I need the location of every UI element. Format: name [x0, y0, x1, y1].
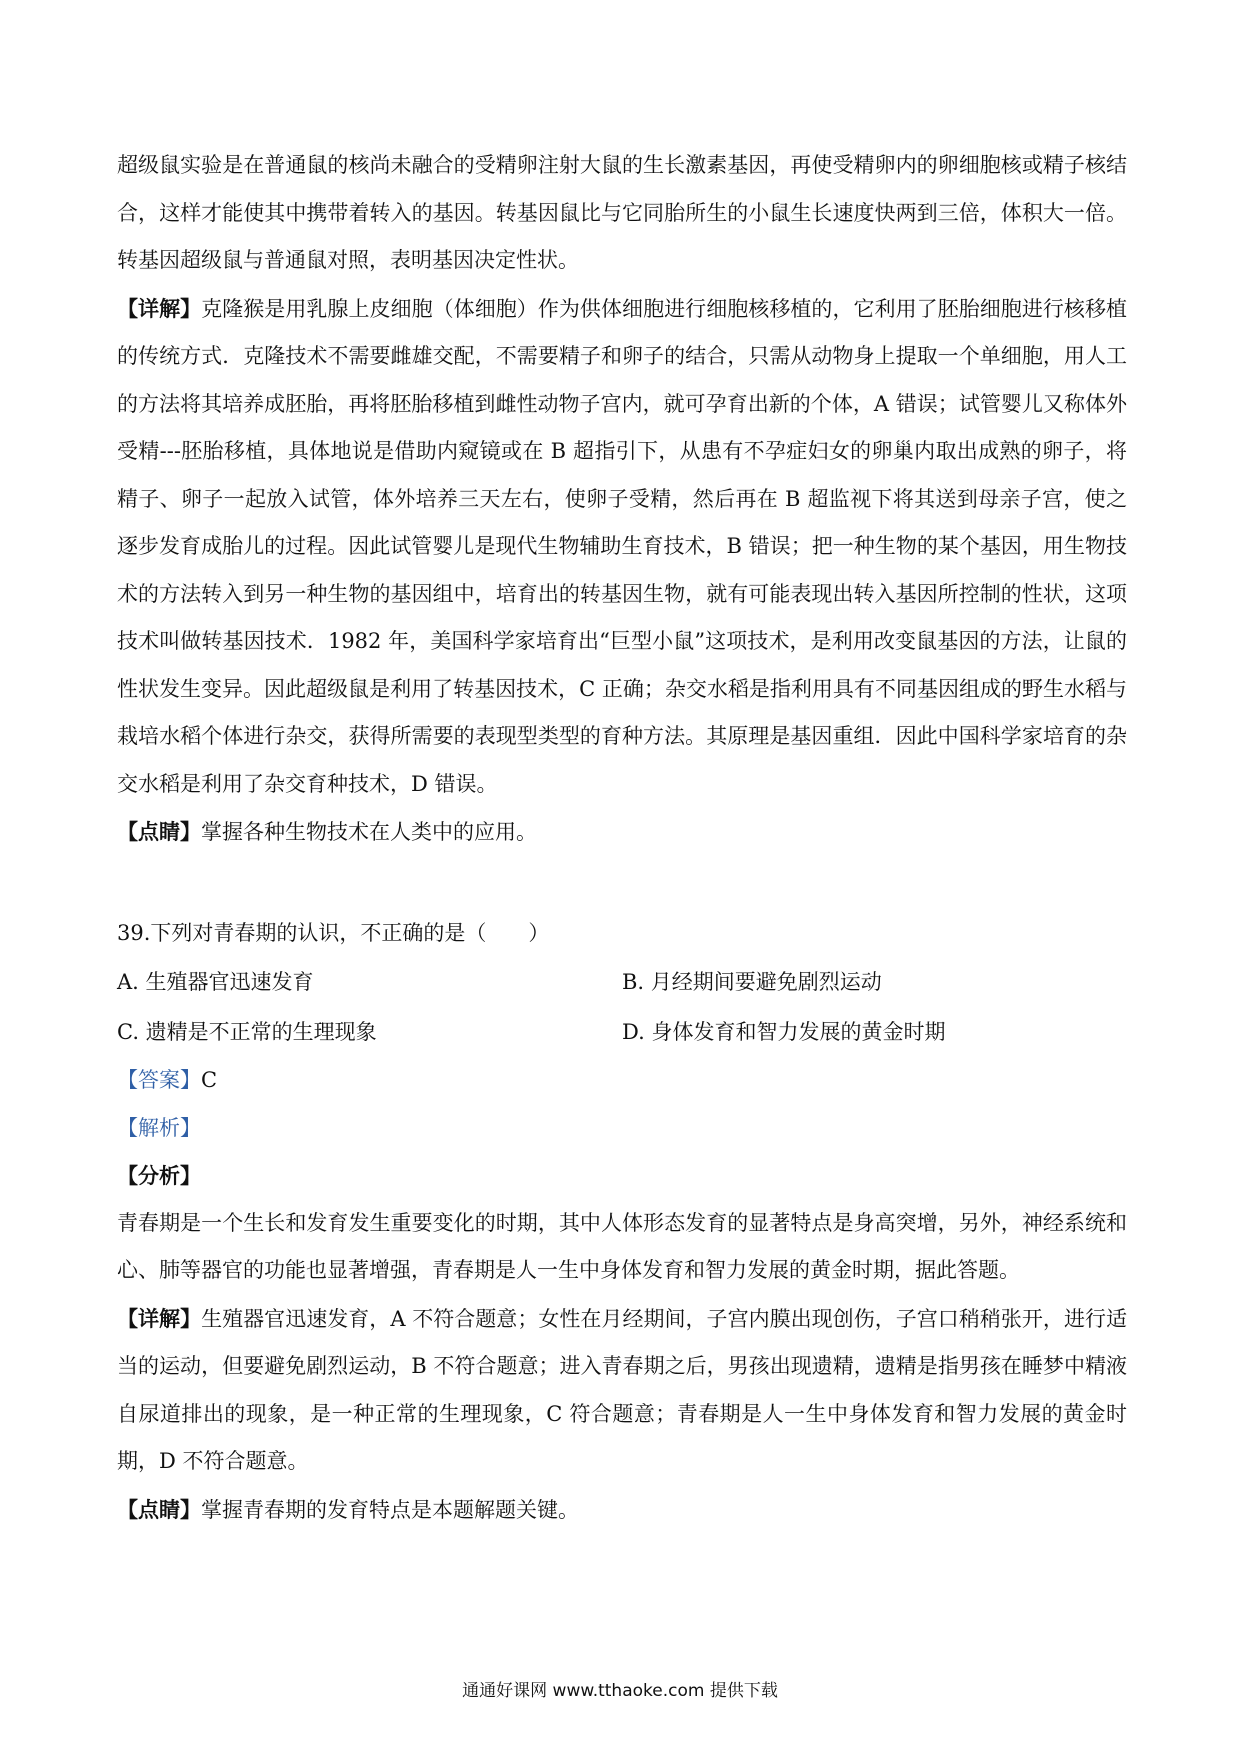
paragraph-detail-2: [117, 1295, 1127, 1486]
options-row-1: [117, 957, 1127, 1007]
spacer: [117, 857, 1127, 910]
paragraph-comment-1: [117, 808, 1127, 857]
answer-value: C: [201, 1068, 218, 1092]
question-stem: 39.下列对青春期的认识，不正确的是（ ）: [117, 920, 550, 945]
answer-line: [117, 1057, 1127, 1105]
option-b: B. 月经期间要避免剧烈运动: [622, 970, 882, 994]
comment-text: 掌握各种生物技术在人类中的应用。: [201, 820, 537, 844]
comment-text-2: 掌握青春期的发育特点是本题解题关键。: [201, 1497, 579, 1522]
detail-text-2: 生殖器官迅速发育，A 不符合题意；女性在月经期间，子宫内膜出现创伤，子宫口稍稍张开，进行适当的运动，但要避免剧烈运动，B 不符合题意；进入青春期之后，男孩出现遗精，遗精是指男孩在睡梦中精液自尿道排出的现象，是一种正常的生理现象，C 符合题意；青春期是人一生中身体发育和智力发展的黄金时期，D 不符合题意。: [117, 1306, 1128, 1473]
answer-tag: 【答案】: [117, 1068, 201, 1092]
comment-tag-2: 【点睛】: [117, 1496, 201, 1522]
footer-credit: 通通好课网 www.tthaoke.com 提供下载: [462, 1681, 778, 1701]
fenxi-tag: 【分析】: [117, 1163, 201, 1188]
fenxi-text: 青春期是一个生长和发育发生重要变化的时期，其中人体形态发育的显著特点是身高突增，另外，神经系统和心、肺等器官的功能也显著增强，青春期是人一生中身体发育和智力发展的黄金时期，据此答题。: [117, 1210, 1127, 1282]
document-page: [117, 142, 1127, 1534]
detail-tag: 【详解】: [117, 295, 202, 321]
option-c: C. 遗精是不正常的生理现象: [117, 1020, 377, 1044]
analysis-tag: 【解析】: [117, 1115, 201, 1140]
paragraph-supermouse: 超级鼠实验是在普通鼠的核尚未融合的受精卵注射大鼠的生长激素基因，再使受精卵内的卵细胞核或精子核结合，这样才能使其中携带着转入的基因。转基因鼠比与它同胎所生的小鼠生长速度快两到三倍，体积大一倍。转基因超级鼠与普通鼠对照，表明基因决定性状。: [117, 153, 1127, 272]
paragraph-comment-2: [117, 1486, 1127, 1535]
paragraph-detail-1: [117, 285, 1127, 809]
comment-tag: 【点睛】: [117, 819, 201, 844]
options-row-2: [117, 1007, 1127, 1057]
option-a: A. 生殖器官迅速发育: [117, 970, 314, 994]
detail-text: 克隆猴是用乳腺上皮细胞（体细胞）作为供体细胞进行细胞核移植的，它利用了胚胎细胞进行核移植的传统方式．克隆技术不需要雌雄交配，不需要精子和卵子的结合，只需从动物身上提取一个单细胞，用人工的方法将其培养成胚胎，再将胚胎移植到雌性动物子宫内，就可孕育出新的个体，A 错误；试管婴儿又称体外受精---胚胎移植，具体地说是借助内窥镜或在 B 超指引下，从患有不孕症妇女的卵巢内取出成熟的卵子，将精子、卵子一起放入试管，体外培养三天左右，使卵子受精，然后再在 B 超监视下将其送到母亲子宫，使之逐步发育成胎儿的过程。因此试管婴儿是现代生物辅助生育技术，B 错误；把一种生物的某个基因，用生物技术的方法转入到另一种生物的基因组中，培育出的转基因生物，就有可能表现出转入基因所控制的性状，这项技术叫做转基因技术．1982 年，美国科学家培育出“巨型小鼠”这项技术，是利用改变鼠基因的方法，让鼠的性状发生变异。因此超级鼠是利用了转基因技术，C 正确；杂交水稻是指利用具有不同基因组成的野生水稻与栽培水稻个体进行杂交，获得所需要的表现型类型的育种方法。其原理是基因重组．因此中国科学家培育的杂交水稻是利用了杂交育种技术，D 错误。: [117, 296, 1127, 796]
option-d: D. 身体发育和智力发展的黄金时期: [622, 1020, 946, 1044]
detail-tag-2: 【详解】: [117, 1305, 202, 1331]
